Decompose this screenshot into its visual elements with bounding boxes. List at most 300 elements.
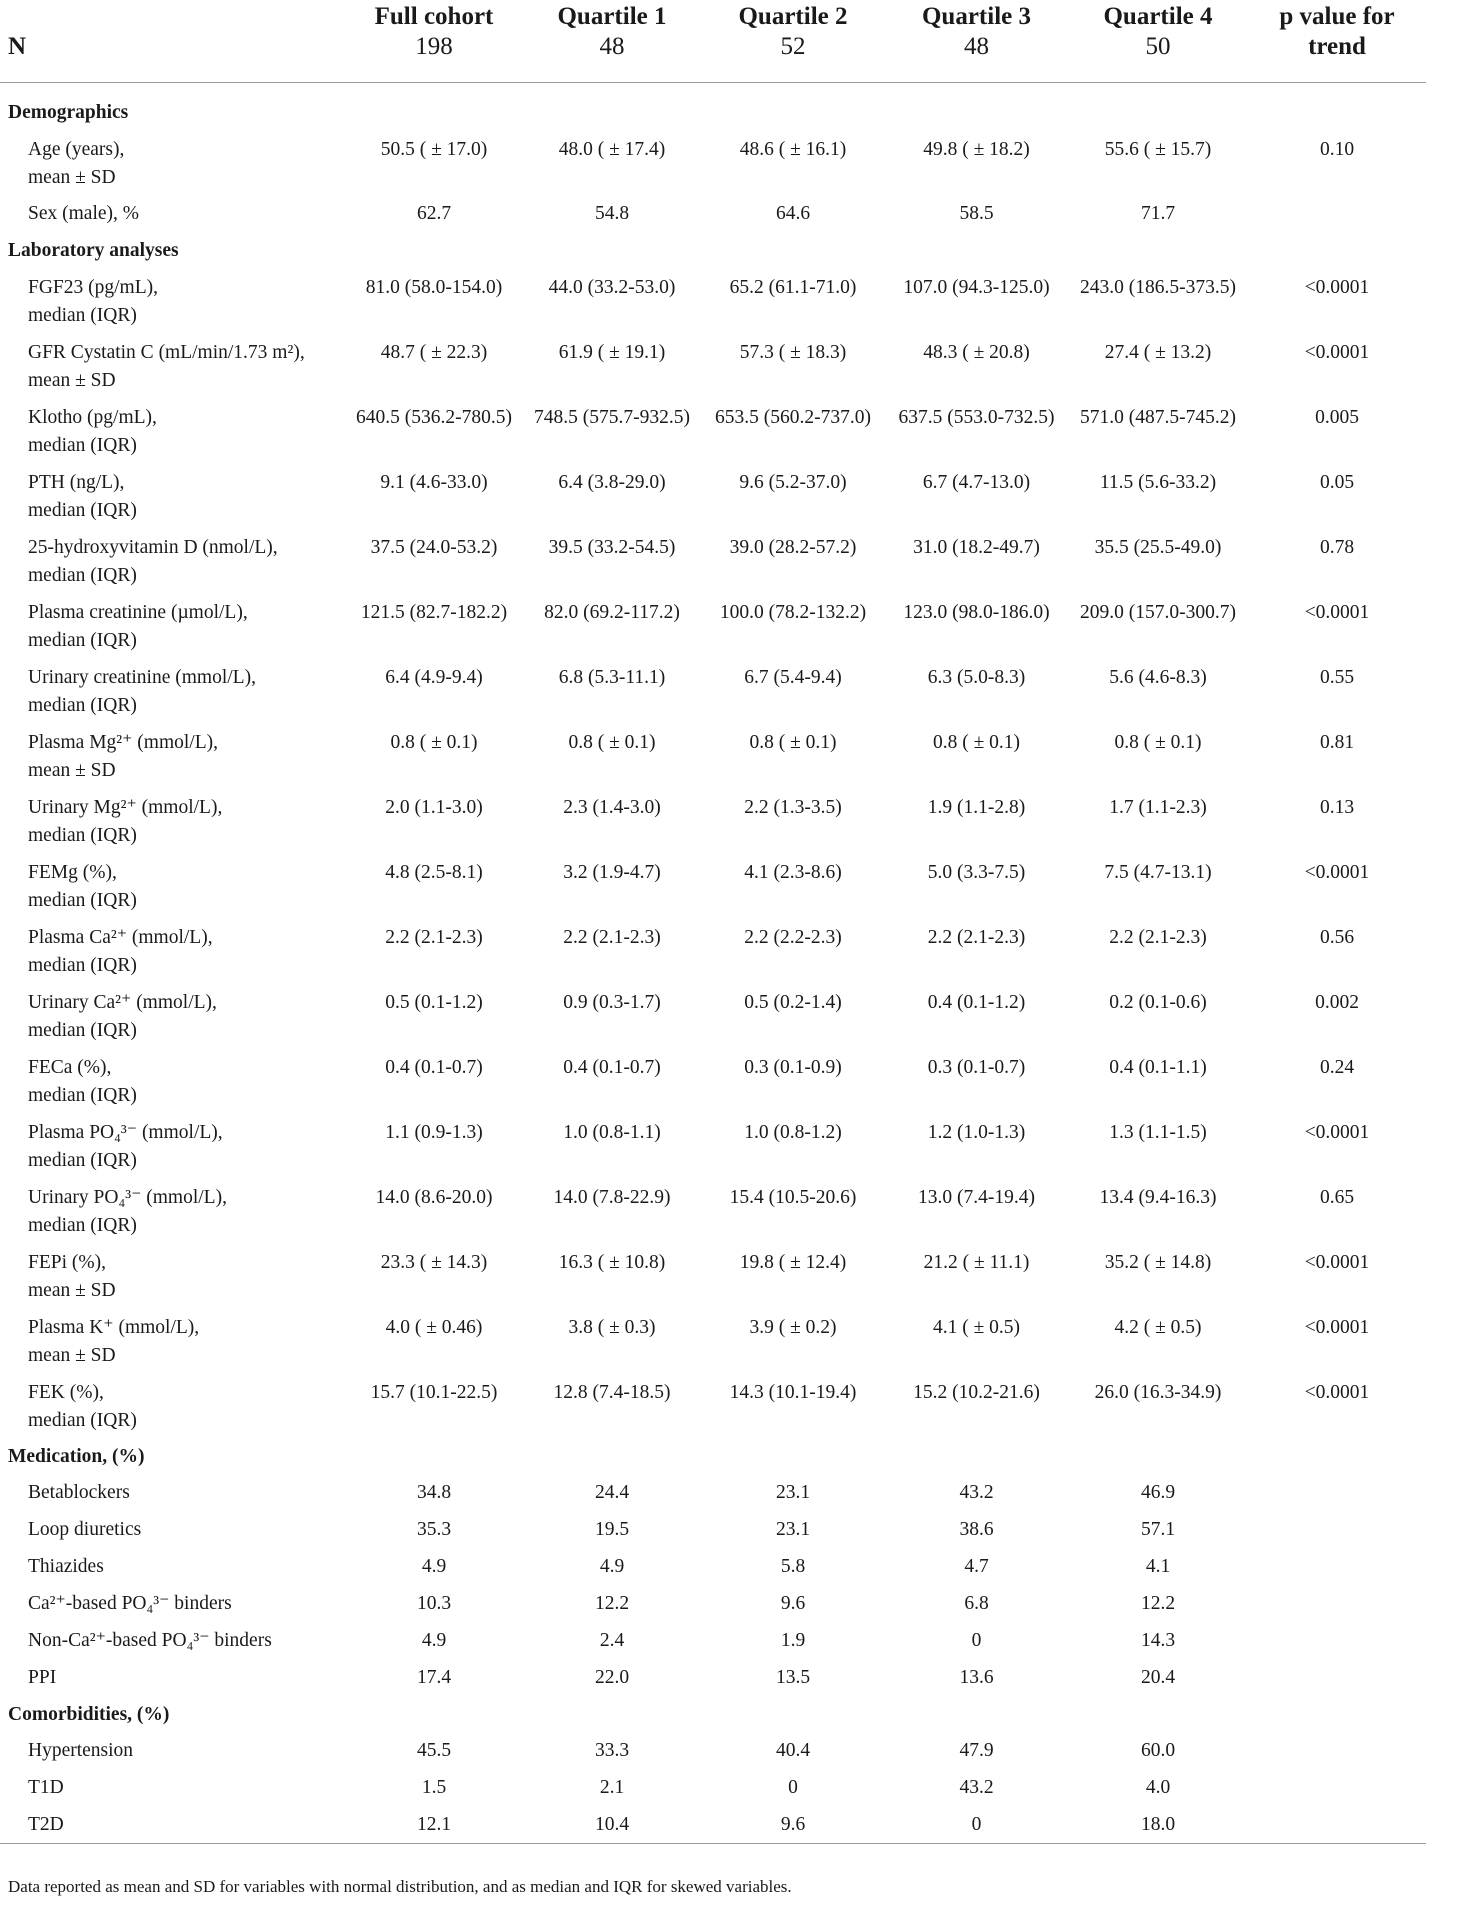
value-cell: 1.3 (1.1-1.5) [1109,1121,1207,1143]
variable-label-cell [0,1512,345,1549]
variable-label-cell [0,196,345,233]
variable-statistic: mean ± SD [28,166,116,188]
value-cell: 35.2 ( ± 14.8) [1104,1251,1212,1273]
value-cell: 0.5 (0.2-1.4) [744,991,842,1013]
value-cell: 6.7 (4.7-13.0) [922,471,1031,493]
variable-statistic: median (IQR) [28,1084,137,1106]
value-cell: 9.6 (5.2-37.0) [739,471,847,493]
p-value-cell [1248,196,1426,233]
variable-label-cell [0,1309,345,1374]
value-cell: 38.6 [959,1518,994,1540]
value-cell: 60.0 [1140,1739,1176,1761]
value-cell: 24.4 [594,1481,630,1503]
variable-name: Plasma K⁺ (mmol/L), [28,1316,200,1338]
variable-label-cell [0,131,345,196]
value-cell: 48.0 ( ± 17.4) [558,138,666,160]
table-row [0,854,1426,919]
value-cell: 2.2 (2.1-2.3) [385,926,483,948]
table-row [0,334,1426,399]
column-title: p value for trend [1279,3,1395,60]
p-value-cell [1248,1623,1426,1660]
variable-statistic: median (IQR) [28,889,137,911]
variable-name: Betablockers [28,1481,130,1503]
value-cell: 4.9 [599,1555,625,1577]
variable-label-cell [0,984,345,1049]
value-cell: 0.4 (0.1-0.7) [385,1056,483,1078]
value-cell: 4.1 ( ± 0.5) [932,1316,1021,1338]
value-cell: 6.4 (3.8-29.0) [558,471,666,493]
table-row [0,196,1426,233]
value-cell: 5.8 [780,1555,806,1577]
table-row [0,724,1426,789]
variable-name: Klotho (pg/mL), [28,406,157,428]
value-cell: 40.4 [775,1739,811,1761]
p-value-cell [1248,1512,1426,1549]
value-cell: 19.5 [594,1518,630,1540]
variable-statistic: median (IQR) [28,1149,137,1171]
value-cell: 209.0 (157.0-300.7) [1080,601,1236,623]
column-title: Quartile 4 [1103,3,1213,30]
variable-label-cell [0,464,345,529]
variable-label-cell [0,1114,345,1179]
value-cell: 243.0 (186.5-373.5) [1080,276,1236,298]
value-cell: 0.8 ( ± 0.1) [390,731,478,753]
variable-label-cell [0,1660,345,1697]
p-value-cell: 0.78 [1319,536,1355,558]
variable-statistic: median (IQR) [28,1409,137,1431]
value-cell: 7.5 (4.7-13.1) [1104,861,1212,883]
value-cell: 4.0 [1145,1776,1171,1798]
value-cell: 1.9 (1.1-2.8) [927,796,1026,818]
value-cell: 48.3 ( ± 20.8) [923,341,1030,363]
column-n: 52 [780,33,806,60]
variable-name: FECa (%), [28,1056,112,1078]
table-footnote: Data reported as mean and SD for variables with normal distribution, and as median and IQR for skewed variables. [8,1877,792,1896]
variable-label-cell [0,1807,345,1844]
variable-label-cell [0,1623,345,1660]
value-cell: 0.4 (0.1-1.2) [927,991,1026,1013]
value-cell: 3.9 ( ± 0.2) [749,1316,837,1338]
variable-name: Plasma Mg²⁺ (mmol/L), [28,731,219,753]
value-cell: 0 [971,1813,982,1835]
value-cell: 22.0 [594,1666,630,1688]
table-row [0,984,1426,1049]
variable-statistic: median (IQR) [28,1214,137,1236]
variable-label-cell [0,1374,345,1439]
variable-statistic: median (IQR) [28,824,137,846]
value-cell: 43.2 [959,1776,994,1798]
value-cell: 65.2 (61.1-71.0) [729,276,857,298]
value-cell: 10.4 [594,1813,630,1835]
value-cell: 0.5 (0.1-1.2) [385,991,483,1013]
value-cell: 4.1 [1145,1555,1171,1577]
value-cell: 1.7 (1.1-2.3) [1109,796,1207,818]
value-cell: 6.3 (5.0-8.3) [927,666,1026,688]
p-value-cell: <0.0001 [1304,1381,1370,1403]
value-cell: 21.2 ( ± 11.1) [923,1251,1030,1273]
table-row [0,399,1426,464]
table-row [0,594,1426,659]
value-cell: 0.8 ( ± 0.1) [749,731,837,753]
table-row [0,1549,1426,1586]
table-row [0,1309,1426,1374]
value-cell: 3.2 (1.9-4.7) [563,861,661,883]
value-cell: 23.1 [775,1481,811,1503]
section-header-row [0,82,1426,131]
value-cell: 0.4 (0.1-0.7) [563,1056,661,1078]
value-cell: 9.6 [780,1592,806,1614]
header-quartile-3 [885,0,1068,82]
value-cell: 55.6 ( ± 15.7) [1104,138,1212,160]
table-row [0,1586,1426,1623]
value-cell: 2.2 (2.1-2.3) [1109,926,1207,948]
p-value-cell: 0.55 [1319,666,1355,688]
value-cell: 64.6 [775,202,811,224]
value-cell: 9.1 (4.6-33.0) [380,471,488,493]
p-value-cell: 0.10 [1319,138,1355,160]
value-cell: 0.8 ( ± 0.1) [1114,731,1202,753]
value-cell: 20.4 [1140,1666,1176,1688]
value-cell: 13.4 (9.4-16.3) [1099,1186,1217,1208]
column-title: Quartile 1 [557,3,667,30]
table-row [0,789,1426,854]
p-value-cell [1248,1770,1426,1807]
p-value-cell: 0.002 [1315,991,1359,1013]
value-cell: 14.3 (10.1-19.4) [729,1381,857,1403]
variable-name: FEK (%), [28,1381,104,1403]
variable-statistic: median (IQR) [28,954,137,976]
section-header-row [0,233,1426,269]
value-cell: 4.7 [964,1555,989,1577]
value-cell: 4.8 (2.5-8.1) [385,861,483,883]
value-cell: 0.8 ( ± 0.1) [568,731,656,753]
variable-name: Sex (male), % [28,202,140,224]
table-row [0,1179,1426,1244]
variable-label-cell [0,399,345,464]
p-value-cell [1248,1807,1426,1844]
value-cell: 71.7 [1140,202,1176,224]
table-row [0,1733,1426,1770]
value-cell: 0 [971,1629,982,1651]
value-cell: 12.2 [594,1592,630,1614]
value-cell: 39.5 (33.2-54.5) [548,536,676,558]
value-cell: 1.1 (0.9-1.3) [385,1121,483,1143]
variable-label-cell [0,919,345,984]
value-cell: 2.2 (2.1-2.3) [927,926,1026,948]
section-header-row [0,1697,1426,1733]
value-cell: 48.6 ( ± 16.1) [739,138,847,160]
table-row [0,1807,1426,1844]
value-cell: 48.7 ( ± 22.3) [380,341,488,363]
value-cell: 1.9 [780,1629,806,1651]
value-cell: 57.3 ( ± 18.3) [739,341,847,363]
section-title: Demographics [8,101,129,123]
p-value-cell: 0.005 [1315,406,1359,428]
value-cell: 2.3 (1.4-3.0) [563,796,661,818]
header-quartile-1 [523,0,701,82]
table-row [0,1374,1426,1439]
table-row [0,1623,1426,1660]
variable-name: Plasma Ca²⁺ (mmol/L), [28,926,213,948]
column-n: 50 [1145,33,1171,60]
value-cell: 637.5 (553.0-732.5) [898,406,1055,428]
value-cell: 100.0 (78.2-132.2) [719,601,867,623]
value-cell: 46.9 [1140,1481,1176,1503]
variable-statistic: median (IQR) [28,629,137,651]
p-value-cell: <0.0001 [1304,1316,1370,1338]
value-cell: 13.0 (7.4-19.4) [918,1186,1035,1208]
value-cell: 43.2 [959,1481,994,1503]
table-row [0,1770,1426,1807]
value-cell: 14.3 [1140,1629,1176,1651]
value-cell: 61.9 ( ± 19.1) [558,341,666,363]
value-cell: 12.8 (7.4-18.5) [553,1381,671,1403]
value-cell: 58.5 [959,202,994,224]
column-title: Full cohort [374,3,494,30]
variable-name: Hypertension [28,1739,134,1761]
value-cell: 35.5 (25.5-49.0) [1094,536,1222,558]
variable-name: Urinary PO₄³⁻ (mmol/L), [28,1186,227,1208]
variable-name: Non-Ca²⁺-based PO₄³⁻ binders [28,1629,272,1651]
value-cell: 653.5 (560.2-737.0) [715,406,871,428]
value-cell: 15.2 (10.2-21.6) [913,1381,1040,1403]
variable-label-cell [0,1549,345,1586]
variable-statistic: median (IQR) [28,1019,137,1041]
variable-name: Ca²⁺-based PO₄³⁻ binders [28,1592,232,1614]
table-body [0,82,1426,1844]
variable-name: PPI [28,1666,57,1688]
header-quartile-2 [701,0,885,82]
table-row [0,1114,1426,1179]
value-cell: 0.3 (0.1-0.7) [927,1056,1026,1078]
value-cell: 748.5 (575.7-932.5) [534,406,690,428]
value-cell: 54.8 [594,202,630,224]
value-cell: 3.8 ( ± 0.3) [568,1316,656,1338]
value-cell: 13.6 [959,1666,994,1688]
value-cell: 0 [788,1776,798,1798]
variable-statistic: median (IQR) [28,434,137,456]
variable-statistic: median (IQR) [28,694,137,716]
value-cell: 121.5 (82.7-182.2) [360,601,508,623]
value-cell: 2.4 [599,1629,625,1651]
header-row [0,0,1426,82]
variable-name: FEMg (%), [28,861,117,883]
variable-name: Urinary Ca²⁺ (mmol/L), [28,991,217,1013]
variable-label-cell [0,1733,345,1770]
table-row [0,1244,1426,1309]
value-cell: 0.2 (0.1-0.6) [1109,991,1207,1013]
value-cell: 5.6 (4.6-8.3) [1109,666,1207,688]
variable-statistic: mean ± SD [28,1279,116,1301]
column-n: 48 [964,33,989,60]
value-cell: 82.0 (69.2-117.2) [544,601,680,623]
variable-name: Plasma creatinine (µmol/L), [28,601,248,623]
section-title: Comorbidities, (%) [8,1703,170,1725]
variable-label-cell [0,334,345,399]
value-cell: 37.5 (24.0-53.2) [370,536,498,558]
p-value-cell: 0.13 [1319,796,1355,818]
variable-name: T2D [28,1813,64,1835]
variable-statistic: mean ± SD [28,759,116,781]
p-value-cell: 0.05 [1319,471,1355,493]
value-cell: 18.0 [1140,1813,1176,1835]
value-cell: 10.3 [416,1592,452,1614]
value-cell: 39.0 (28.2-57.2) [729,536,857,558]
variable-statistic: mean ± SD [28,369,116,391]
table-row [0,529,1426,594]
value-cell: 6.8 (5.3-11.1) [558,666,666,688]
variable-statistic: median (IQR) [28,499,137,521]
value-cell: 11.5 (5.6-33.2) [1099,471,1217,493]
table-row [0,1512,1426,1549]
value-cell: 2.2 (2.1-2.3) [563,926,661,948]
table-row [0,269,1426,334]
value-cell: 2.2 (1.3-3.5) [744,796,842,818]
p-value-cell: <0.0001 [1304,1251,1370,1273]
variable-name: Urinary creatinine (mmol/L), [28,666,256,688]
variable-statistic: median (IQR) [28,564,137,586]
value-cell: 44.0 (33.2-53.0) [548,276,676,298]
section-title: Laboratory analyses [8,239,179,261]
value-cell: 0.9 (0.3-1.7) [563,991,661,1013]
p-value-cell: <0.0001 [1304,601,1370,623]
section-header-row [0,1439,1426,1475]
value-cell: 31.0 (18.2-49.7) [913,536,1040,558]
value-cell: 17.4 [416,1666,452,1688]
table-row [0,131,1426,196]
value-cell: 1.5 [421,1776,447,1798]
value-cell: 107.0 (94.3-125.0) [903,276,1050,298]
variable-label-cell [0,1475,345,1512]
p-value-cell: <0.0001 [1304,1121,1370,1143]
variable-statistic: mean ± SD [28,1344,116,1366]
p-value-cell [1248,1549,1426,1586]
value-cell: 35.3 [416,1518,452,1540]
section-title: Medication, (%) [8,1445,145,1467]
value-cell: 4.9 [421,1629,447,1651]
variable-name: FEPi (%), [28,1251,106,1273]
p-value-cell [1248,1586,1426,1623]
p-value-cell: 0.65 [1319,1186,1355,1208]
value-cell: 12.1 [416,1813,452,1835]
value-cell: 6.4 (4.9-9.4) [385,666,483,688]
p-value-cell: 0.81 [1319,731,1355,753]
value-cell: 0.8 ( ± 0.1) [932,731,1021,753]
p-value-cell [1248,1475,1426,1512]
variable-label-cell [0,724,345,789]
variable-name: PTH (ng/L), [28,471,125,493]
value-cell: 640.5 (536.2-780.5) [356,406,512,428]
value-cell: 26.0 (16.3-34.9) [1094,1381,1222,1403]
value-cell: 1.0 (0.8-1.2) [744,1121,842,1143]
variable-label-cell [0,594,345,659]
value-cell: 47.9 [959,1739,994,1761]
value-cell: 5.0 (3.3-7.5) [927,861,1026,883]
variable-label-cell [0,1179,345,1244]
table-row [0,919,1426,984]
value-cell: 49.8 ( ± 18.2) [923,138,1030,160]
value-cell: 4.1 (2.3-8.6) [744,861,842,883]
value-cell: 4.0 ( ± 0.46) [385,1316,483,1338]
value-cell: 19.8 ( ± 12.4) [739,1251,847,1273]
variable-label-cell [0,1244,345,1309]
value-cell: 1.2 (1.0-1.3) [927,1121,1026,1143]
value-cell: 57.1 [1140,1518,1176,1540]
value-cell: 45.5 [416,1739,452,1761]
value-cell: 16.3 ( ± 10.8) [558,1251,666,1273]
variable-name: Loop diuretics [28,1518,142,1540]
p-value-cell [1248,1733,1426,1770]
value-cell: 1.0 (0.8-1.1) [563,1121,661,1143]
value-cell: 23.3 ( ± 14.3) [380,1251,488,1273]
header-row-label-cell [0,0,345,82]
p-value-cell: <0.0001 [1304,861,1370,883]
variable-label-cell [0,529,345,594]
value-cell: 81.0 (58.0-154.0) [365,276,503,298]
variable-name: 25-hydroxyvitamin D (nmol/L), [28,536,278,558]
value-cell: 2.1 [599,1776,625,1798]
variable-name: Urinary Mg²⁺ (mmol/L), [28,796,223,818]
value-cell: 23.1 [775,1518,811,1540]
table-row [0,1049,1426,1114]
value-cell: 2.2 (2.2-2.3) [744,926,842,948]
variable-name: Age (years), [28,138,125,160]
variable-label-cell [0,659,345,724]
p-value-cell: 0.24 [1319,1056,1355,1078]
column-title: Quartile 2 [738,3,848,30]
value-cell: 62.7 [416,202,452,224]
value-cell: 34.8 [416,1481,452,1503]
value-cell: 571.0 (487.5-745.2) [1080,406,1236,428]
p-value-cell: 0.56 [1319,926,1355,948]
variable-statistic: median (IQR) [28,304,137,326]
table-row [0,1660,1426,1697]
value-cell: 27.4 ( ± 13.2) [1104,341,1212,363]
value-cell: 123.0 (98.0-186.0) [903,601,1050,623]
column-title: Quartile 3 [921,3,1031,30]
value-cell: 15.7 (10.1-22.5) [370,1381,498,1403]
column-n: 198 [415,33,453,60]
value-cell: 6.8 [964,1592,989,1614]
value-cell: 14.0 (8.6-20.0) [375,1186,493,1208]
variable-label-cell [0,1586,345,1623]
value-cell: 6.7 (5.4-9.4) [744,666,842,688]
column-n: 48 [599,33,625,60]
p-value-cell: <0.0001 [1304,276,1370,298]
value-cell: 14.0 (7.8-22.9) [553,1186,671,1208]
value-cell: 33.3 [594,1739,630,1761]
value-cell: 0.3 (0.1-0.9) [744,1056,842,1078]
value-cell: 4.9 [421,1555,447,1577]
value-cell: 12.2 [1140,1592,1176,1614]
header-p-value [1248,0,1426,82]
p-value-cell [1248,1660,1426,1697]
variable-name: GFR Cystatin C (mL/min/1.73 m²), [28,341,305,363]
table-row [0,659,1426,724]
value-cell: 15.4 (10.5-20.6) [729,1186,857,1208]
header-full-cohort [345,0,523,82]
variable-label-cell [0,854,345,919]
variable-name: FGF23 (pg/mL), [28,276,159,298]
value-cell: 9.6 [780,1813,806,1835]
header-quartile-4 [1068,0,1248,82]
value-cell: 2.0 (1.1-3.0) [385,796,483,818]
value-cell: 4.2 ( ± 0.5) [1114,1316,1202,1338]
variable-label-cell [0,269,345,334]
p-value-cell: <0.0001 [1304,341,1370,363]
variable-label-cell [0,789,345,854]
header-n-label: N [8,33,27,60]
